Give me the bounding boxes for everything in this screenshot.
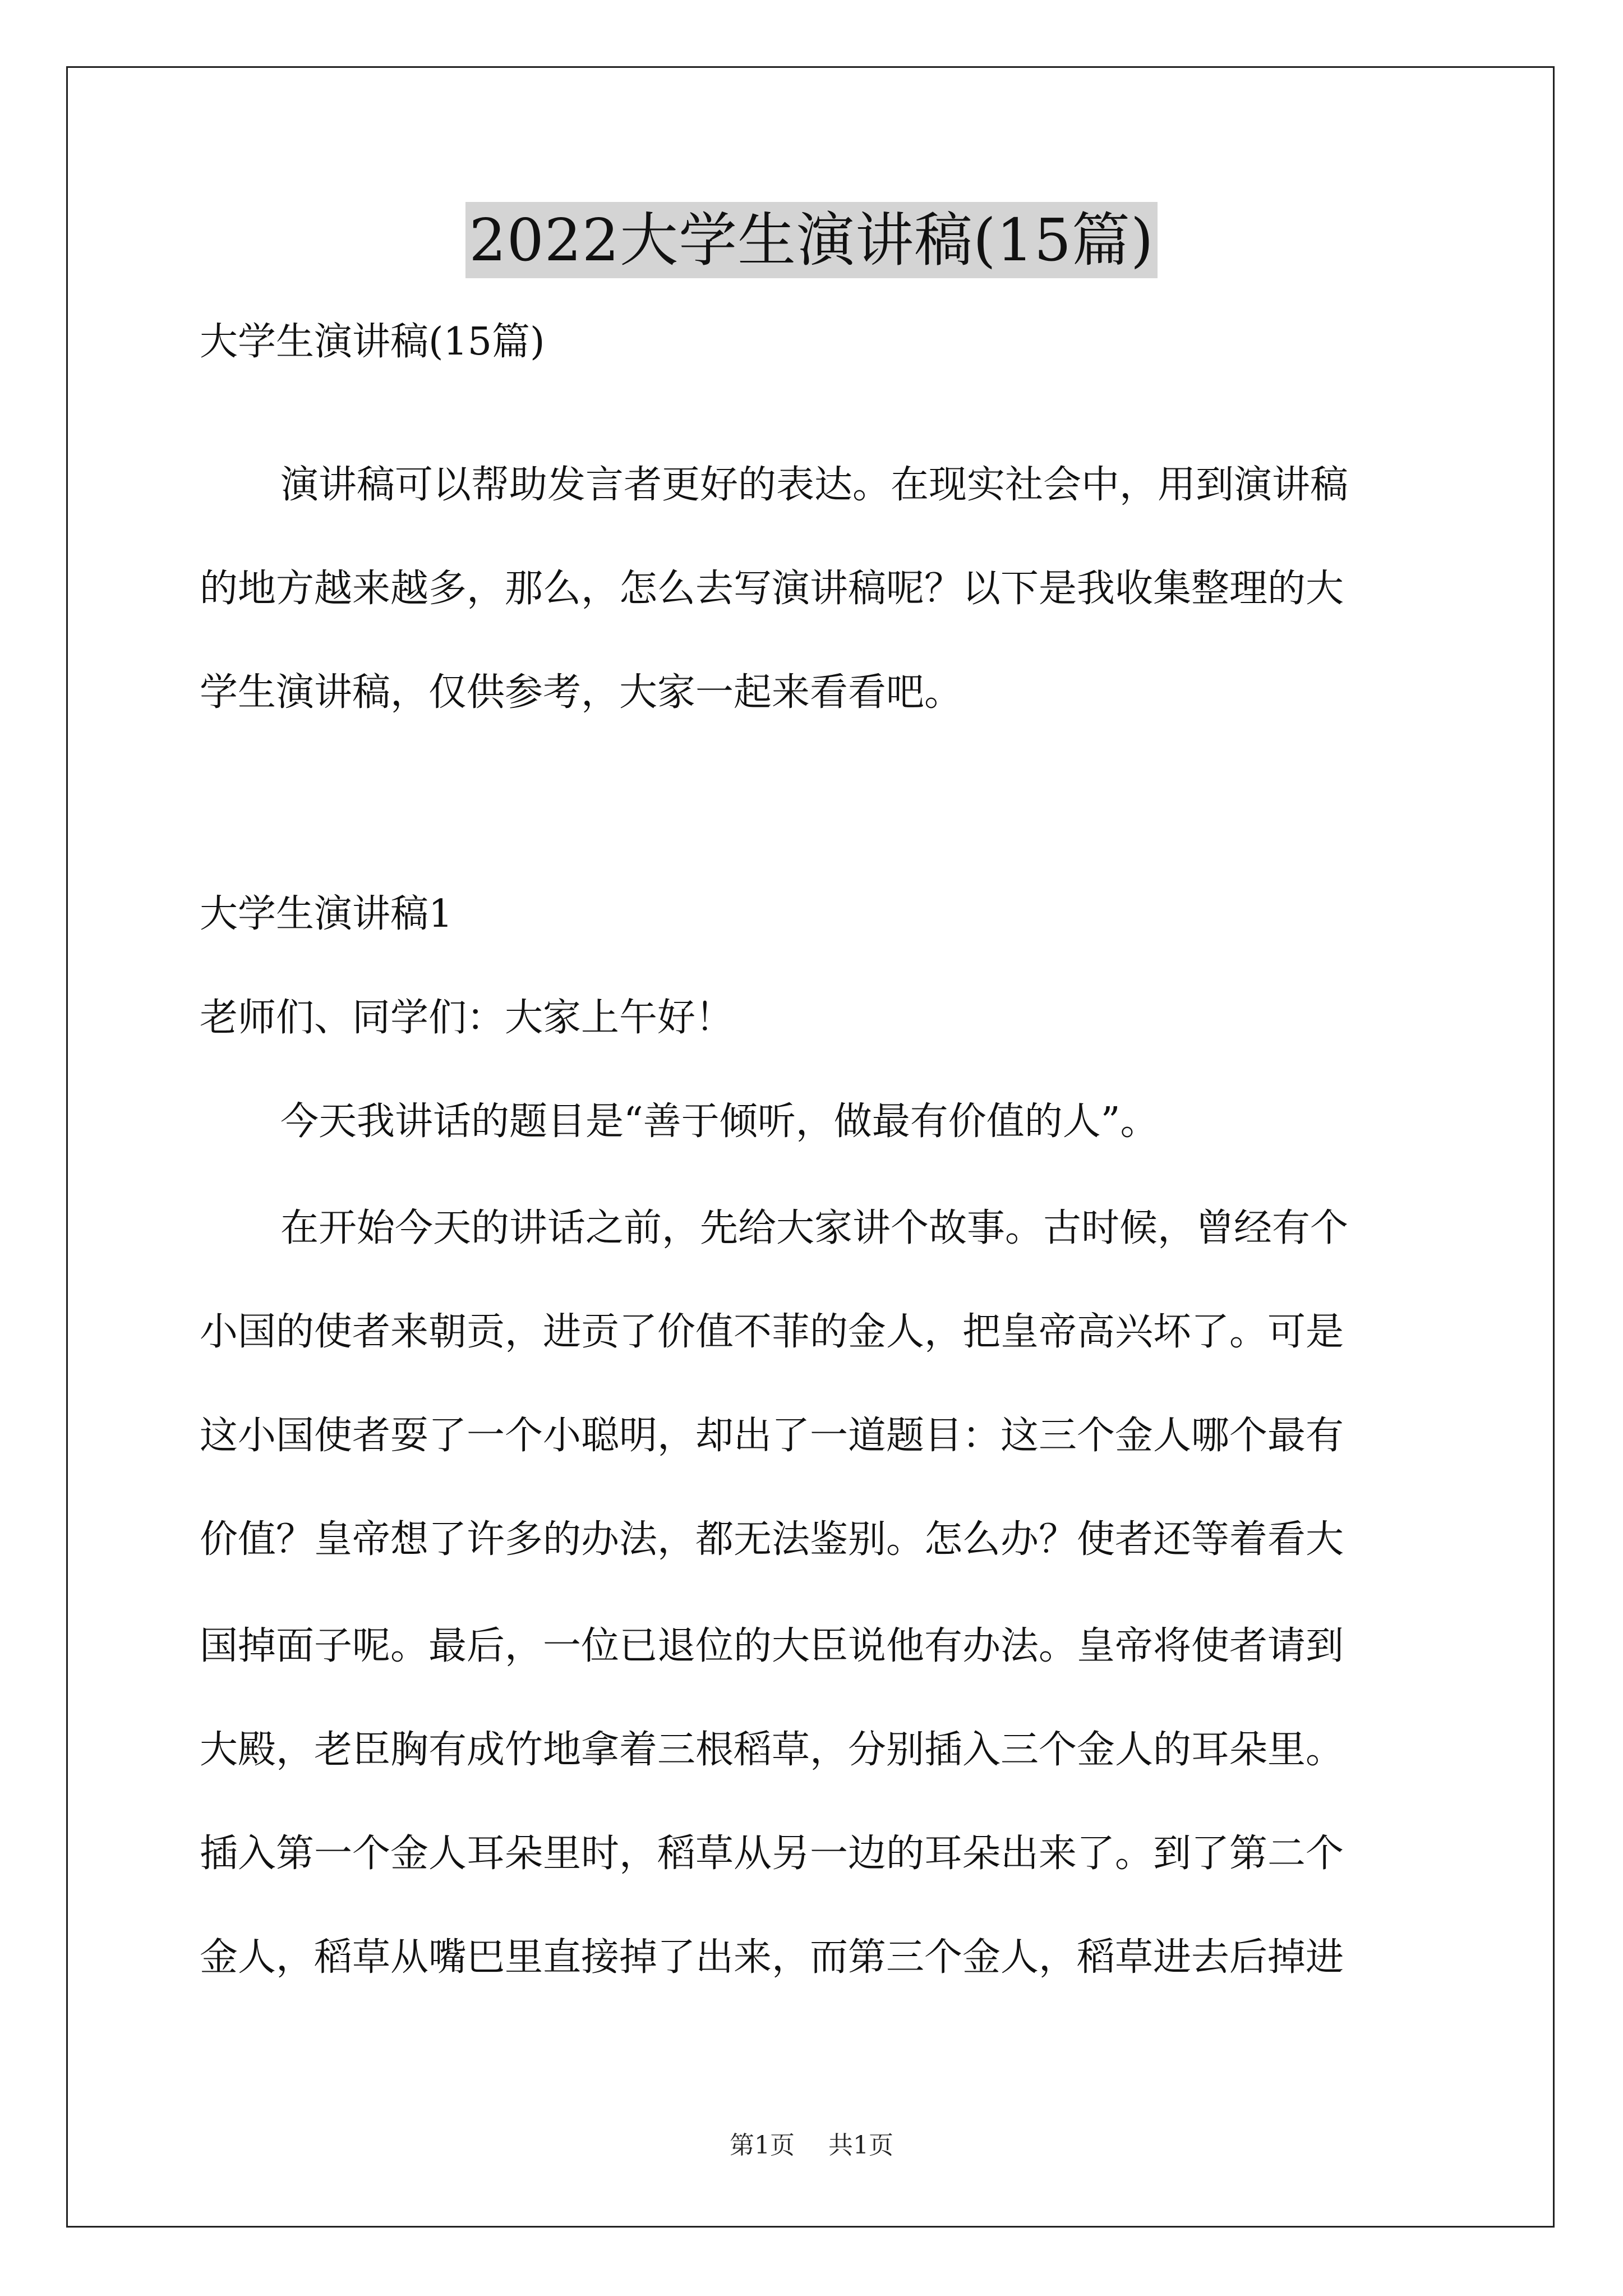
section-heading: 大学生演讲稿1 xyxy=(200,892,453,936)
paragraph-line: 演讲稿可以帮助发言者更好的表达。在现实社会中，用到演讲稿 xyxy=(280,463,1349,507)
page-footer xyxy=(0,2129,1623,2162)
title-container xyxy=(0,202,1623,278)
paragraph-line: 在开始今天的讲话之前，先给大家讲个故事。古时候，曾经有个 xyxy=(280,1206,1349,1250)
subtitle: 大学生演讲稿(15篇) xyxy=(200,320,545,364)
paragraph-line: 这小国使者耍了一个小聪明，却出了一道题目：这三个金人哪个最有 xyxy=(200,1414,1344,1458)
greeting-line: 老师们、同学们：大家上午好！ xyxy=(200,996,734,1040)
paragraph-line: 大殿，老臣胸有成竹地拿着三根稻草，分别插入三个金人的耳朵里。 xyxy=(200,1728,1344,1772)
paragraph-line: 今天我讲话的题目是“善于倾听，做最有价值的人”。 xyxy=(280,1099,1159,1144)
paragraph-line: 小国的使者来朝贡，进贡了价值不菲的金人，把皇帝高兴坏了。可是 xyxy=(200,1310,1344,1354)
page-number-current: 第1页 xyxy=(730,2131,795,2160)
paragraph-line: 国掉面子呢。最后，一位已退位的大臣说他有办法。皇帝将使者请到 xyxy=(200,1624,1344,1668)
paragraph-line: 金人，稻草从嘴巴里直接掉了出来，而第三个金人，稻草进去后掉进 xyxy=(200,1935,1344,1980)
document-title: 2022大学生演讲稿(15篇) xyxy=(465,202,1157,278)
paragraph-line: 学生演讲稿，仅供参考，大家一起来看看吧。 xyxy=(200,670,963,715)
page-number-total: 共1页 xyxy=(828,2131,893,2160)
paragraph-line: 的地方越来越多，那么，怎么去写演讲稿呢？以下是我收集整理的大 xyxy=(200,567,1344,611)
paragraph-line: 插入第一个金人耳朵里时，稻草从另一边的耳朵出来了。到了第二个 xyxy=(200,1832,1344,1876)
paragraph-line: 价值？皇帝想了许多的办法，都无法鉴别。怎么办？使者还等着看大 xyxy=(200,1517,1344,1562)
